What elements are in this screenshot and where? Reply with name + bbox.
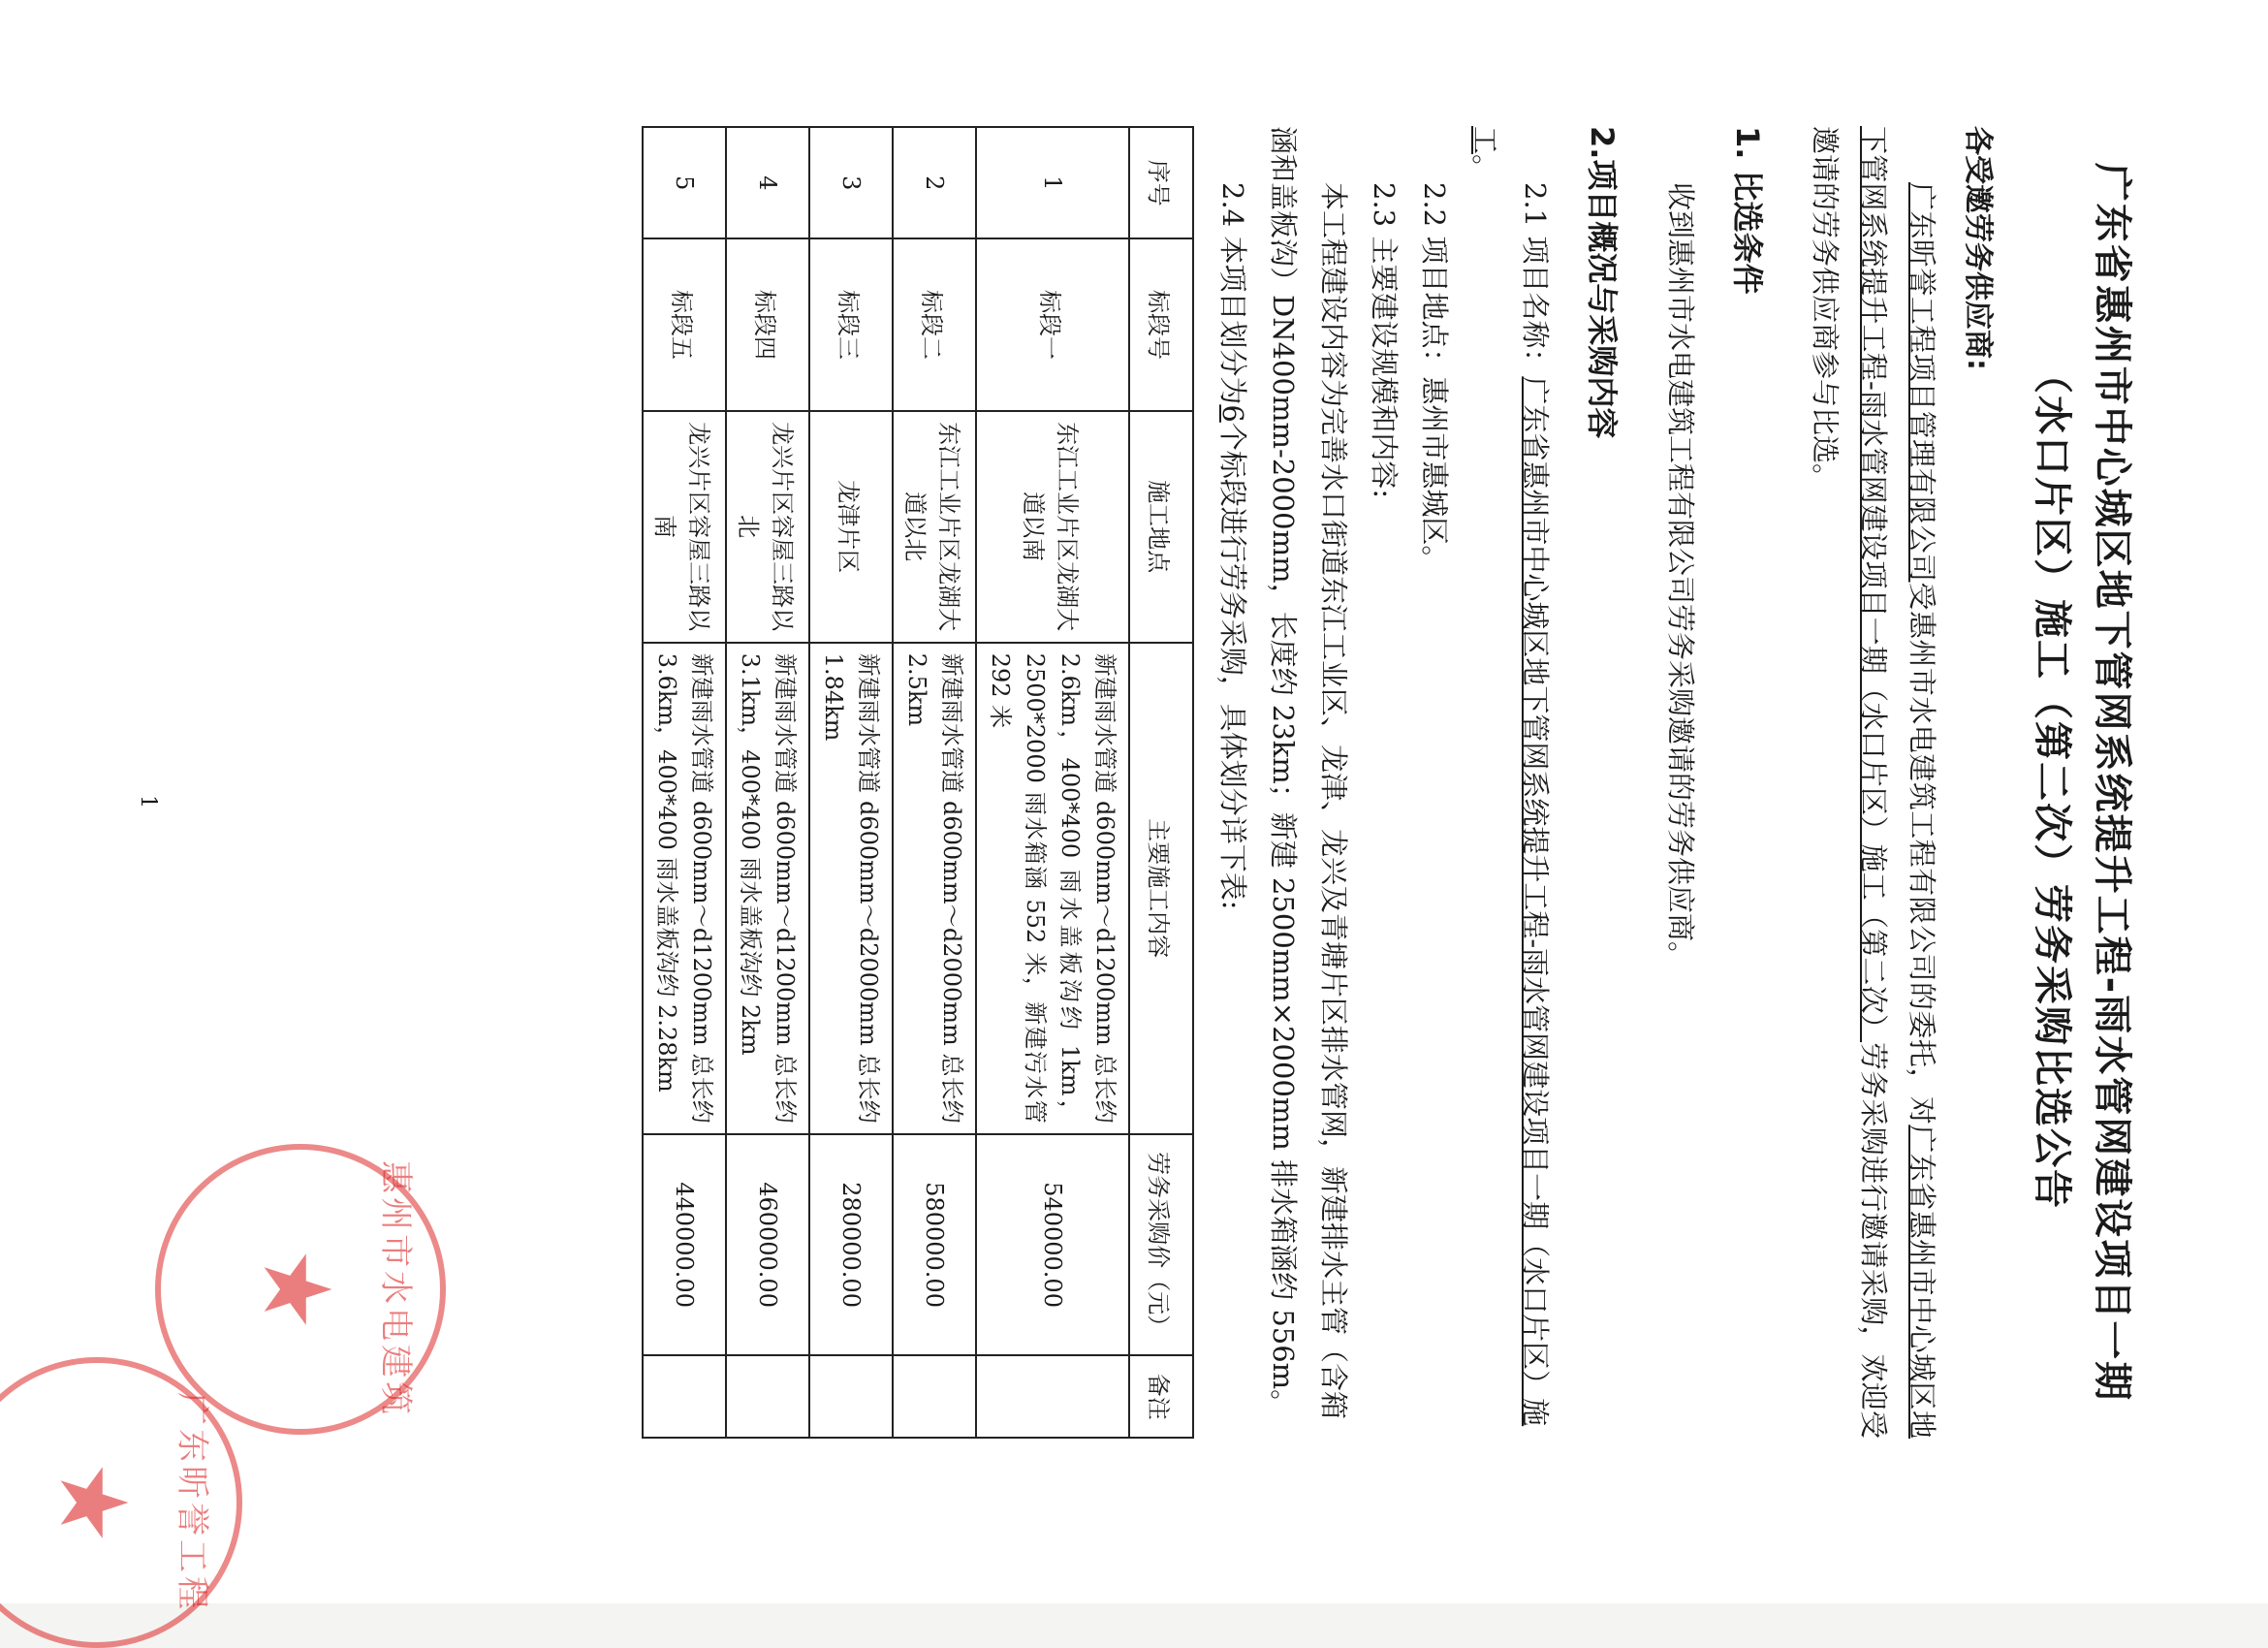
intro-text-1: 受惠州市水电建筑工程有限公司的委托，对 [1906, 582, 1938, 1125]
document-title [2022, 126, 2142, 1439]
cell-note [809, 1355, 893, 1438]
title-line-2: （水口片区）施工（第二次）劳务采购比选公告 [2030, 355, 2074, 1210]
cell-content: 新建雨水管道 d600mm～d2000mm 总长约 2.5km [893, 643, 976, 1134]
section2-heading: 2.项目概况与采购内容 [1584, 126, 1621, 439]
cell-section: 标段一 [976, 238, 1129, 410]
title-line-1: 广东省惠州市中心城区地下管网系统提升工程-雨水管网建设项目一期 [2090, 162, 2134, 1403]
seal-star-icon: ★ [39, 1460, 147, 1545]
intro-paragraph [1801, 126, 1946, 1439]
agency-seal-stamp [0, 1357, 242, 1648]
cell-content: 新建雨水管道 d600mm～d1200mm 总长约 2.6km，400*400 雨水盖板沟约 1km，2500*2000 雨水箱涵 552 米，新建污水管 292 米 [976, 643, 1129, 1134]
cell-content: 新建雨水管道 d600mm～d1200mm 总长约 3.1km，400*400 雨水盖板沟约 2km [726, 643, 809, 1134]
agency-name: 广东昕誉工程项目管理有限公司 [1906, 182, 1938, 583]
project-name-underlined: 广东省惠州市中心城区地下管网系统提升工程-雨水管网建设项目一期（水口片区）施工（第二次） [1857, 126, 1938, 1439]
cell-price: 440000.00 [643, 1134, 726, 1356]
page-number: 1 [136, 795, 160, 808]
table-row [893, 127, 976, 1438]
item-2-1-label: 2.1 项目名称： [1519, 182, 1552, 377]
cell-content: 新建雨水管道 d600mm～d2000mm 总长约 1.84km [809, 643, 893, 1134]
cell-note [643, 1355, 726, 1438]
cell-section: 标段二 [893, 238, 976, 410]
seal-text: 广东昕誉工程 [173, 1392, 211, 1613]
seal-text: 惠州市水电建筑 [376, 1160, 415, 1418]
cell-section: 标段三 [809, 238, 893, 410]
cell-location: 龙兴片区容屋三路以南 [643, 411, 726, 643]
header-content: 主要施工内容 [1129, 643, 1193, 1134]
item-2-1-end: 。 [1468, 154, 1501, 183]
cell-price: 580000.00 [893, 1134, 976, 1356]
cell-index: 5 [643, 127, 726, 238]
item-2-4 [1208, 126, 1258, 1439]
item-2-1 [1460, 126, 1560, 1439]
cell-note [726, 1355, 809, 1438]
table-row [976, 127, 1129, 1438]
section1-text: 收到惠州市水电建筑工程有限公司劳务采购邀请的劳务供应商。 [1664, 182, 1697, 970]
section1-heading: 1. 比选条件 [1729, 126, 1766, 295]
table-header-row [1129, 127, 1193, 1438]
cell-note [976, 1355, 1129, 1438]
cell-section: 标段五 [643, 238, 726, 410]
intro-text-2: 劳务采购进行邀请采购，欢迎受邀请的劳务供应商参与比选。 [1809, 126, 1890, 1439]
cell-section: 标段四 [726, 238, 809, 410]
cell-index: 3 [809, 127, 893, 238]
cell-location: 东江工业片区龙湖大道以南 [976, 411, 1129, 643]
item-2-3: 2.3 主要建设规模和内容: [1368, 182, 1401, 499]
cell-location: 龙津片区 [809, 411, 893, 643]
cell-price: 280000.00 [809, 1134, 893, 1356]
table-row [643, 127, 726, 1438]
cell-location: 东江工业片区龙湖大道以北 [893, 411, 976, 643]
item-2-4-pre: 2.4 本项目划分为 [1216, 182, 1249, 405]
cell-index: 1 [976, 127, 1129, 238]
item-2-4-post: 个标段进行劳务采购，具体划分详下表: [1216, 422, 1249, 910]
sections-table [642, 126, 1194, 1439]
cell-price: 540000.00 [976, 1134, 1129, 1356]
table-row [726, 127, 809, 1438]
item-2-2: 2.2 项目地点：惠州市惠城区。 [1418, 182, 1451, 574]
cell-index: 2 [893, 127, 976, 238]
cell-content: 新建雨水管道 d600mm～d1200mm 总长约 3.6km，400*400 雨水盖板沟约 2.28km [643, 643, 726, 1134]
cell-note [893, 1355, 976, 1438]
header-note: 备注 [1129, 1355, 1193, 1438]
cell-index: 4 [726, 127, 809, 238]
header-section: 标段号 [1129, 238, 1193, 410]
cell-location: 龙兴片区容屋三路以北 [726, 411, 809, 643]
section-count: 6 [1216, 404, 1249, 423]
seal-star-icon: ★ [242, 1247, 351, 1332]
scope-paragraph: 本工程建设内容为完善水口街道东江工业区、龙津、龙兴及青塘片区排水管网，新建排水主管（含箱涵和盖板沟）DN400mm-2000mm，长度约 23km；新建 2500mm×2000mm 排水箱涵约 556m。 [1267, 126, 1350, 1420]
salutation: 各受邀劳务供应商: [1961, 126, 1995, 370]
item-2-1-value: 广东省惠州市中心城区地下管网系统提升工程-雨水管网建设项目一期（水口片区）施工 [1468, 126, 1552, 1427]
header-index: 序号 [1129, 127, 1193, 238]
header-location: 施工地点 [1129, 411, 1193, 643]
table-row [809, 127, 893, 1438]
header-price: 劳务采购价（元） [1129, 1134, 1193, 1356]
cell-price: 460000.00 [726, 1134, 809, 1356]
